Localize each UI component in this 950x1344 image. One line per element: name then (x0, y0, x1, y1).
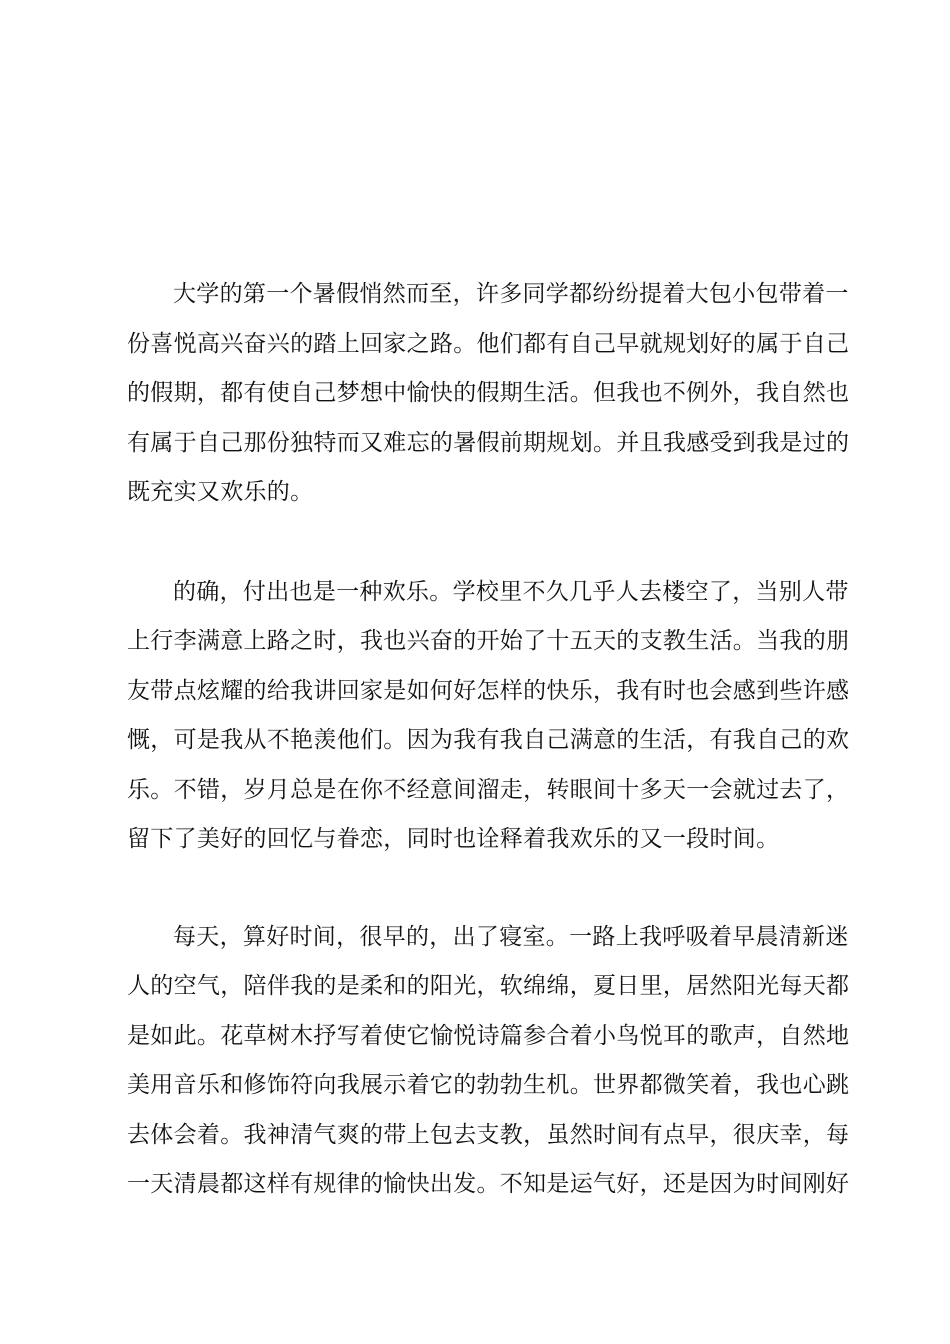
text-line: 一天清晨都这样有规律的愉快出发。不知是运气好，还是因为时间刚好 (127, 1171, 850, 1197)
text-line: 既充实又欢乐的。 (127, 479, 314, 505)
text-line: 的假期，都有使自己梦想中愉快的假期生活。但我也不例外，我自然也 (127, 380, 850, 406)
document-body (127, 270, 850, 1210)
text-line: 人的空气，陪伴我的是柔和的阳光，软绵绵，夏日里，居然阳光每天都 (127, 973, 850, 999)
text-line: 上行李满意上路之时，我也兴奋的开始了十五天的支教生活。当我的朋 (127, 628, 850, 654)
text-line: 美用音乐和修饰符向我展示着它的勃勃生机。世界都微笑着，我也心跳 (127, 1072, 850, 1098)
text-line: 大学的第一个暑假悄然而至，许多同学都纷纷提着大包小包带着一 (173, 281, 849, 307)
paragraph-3 (127, 913, 850, 1210)
text-line: 友带点炫耀的给我讲回家是如何好怎样的快乐，我有时也会感到些许感 (127, 677, 850, 704)
text-line: 留下了美好的回忆与眷恋，同时也诠释着我欢乐的又一段时间。 (127, 826, 780, 852)
text-line: 每天，算好时间，很早的，出了寝室。一路上我呼吸着早晨清新迷 (173, 923, 849, 950)
text-line: 乐。不错，岁月总是在你不经意间溜走，转眼间十多天一会就过去了， (127, 776, 850, 803)
text-line: 份喜悦高兴奋兴的踏上回家之路。他们都有自己早就规划好的属于自己 (127, 330, 850, 357)
paragraph-1 (127, 270, 850, 518)
text-line: 去体会着。我神清气爽的带上包去支教，虽然时间有点早，很庆幸，每 (127, 1121, 850, 1148)
text-line: 有属于自己那份独特而又难忘的暑假前期规划。并且我感受到我是过的 (127, 429, 850, 456)
text-line: 是如此。花草树木抒写着使它愉悦诗篇参合着小鸟悦耳的歌声，自然地 (127, 1022, 850, 1049)
text-line: 的确，付出也是一种欢乐。学校里不久几乎人去楼空了，当别人带 (173, 578, 849, 605)
paragraph-2 (127, 568, 850, 865)
text-line: 慨，可是我从不艳羡他们。因为我有我自己满意的生活，有我自己的欢 (127, 727, 850, 753)
